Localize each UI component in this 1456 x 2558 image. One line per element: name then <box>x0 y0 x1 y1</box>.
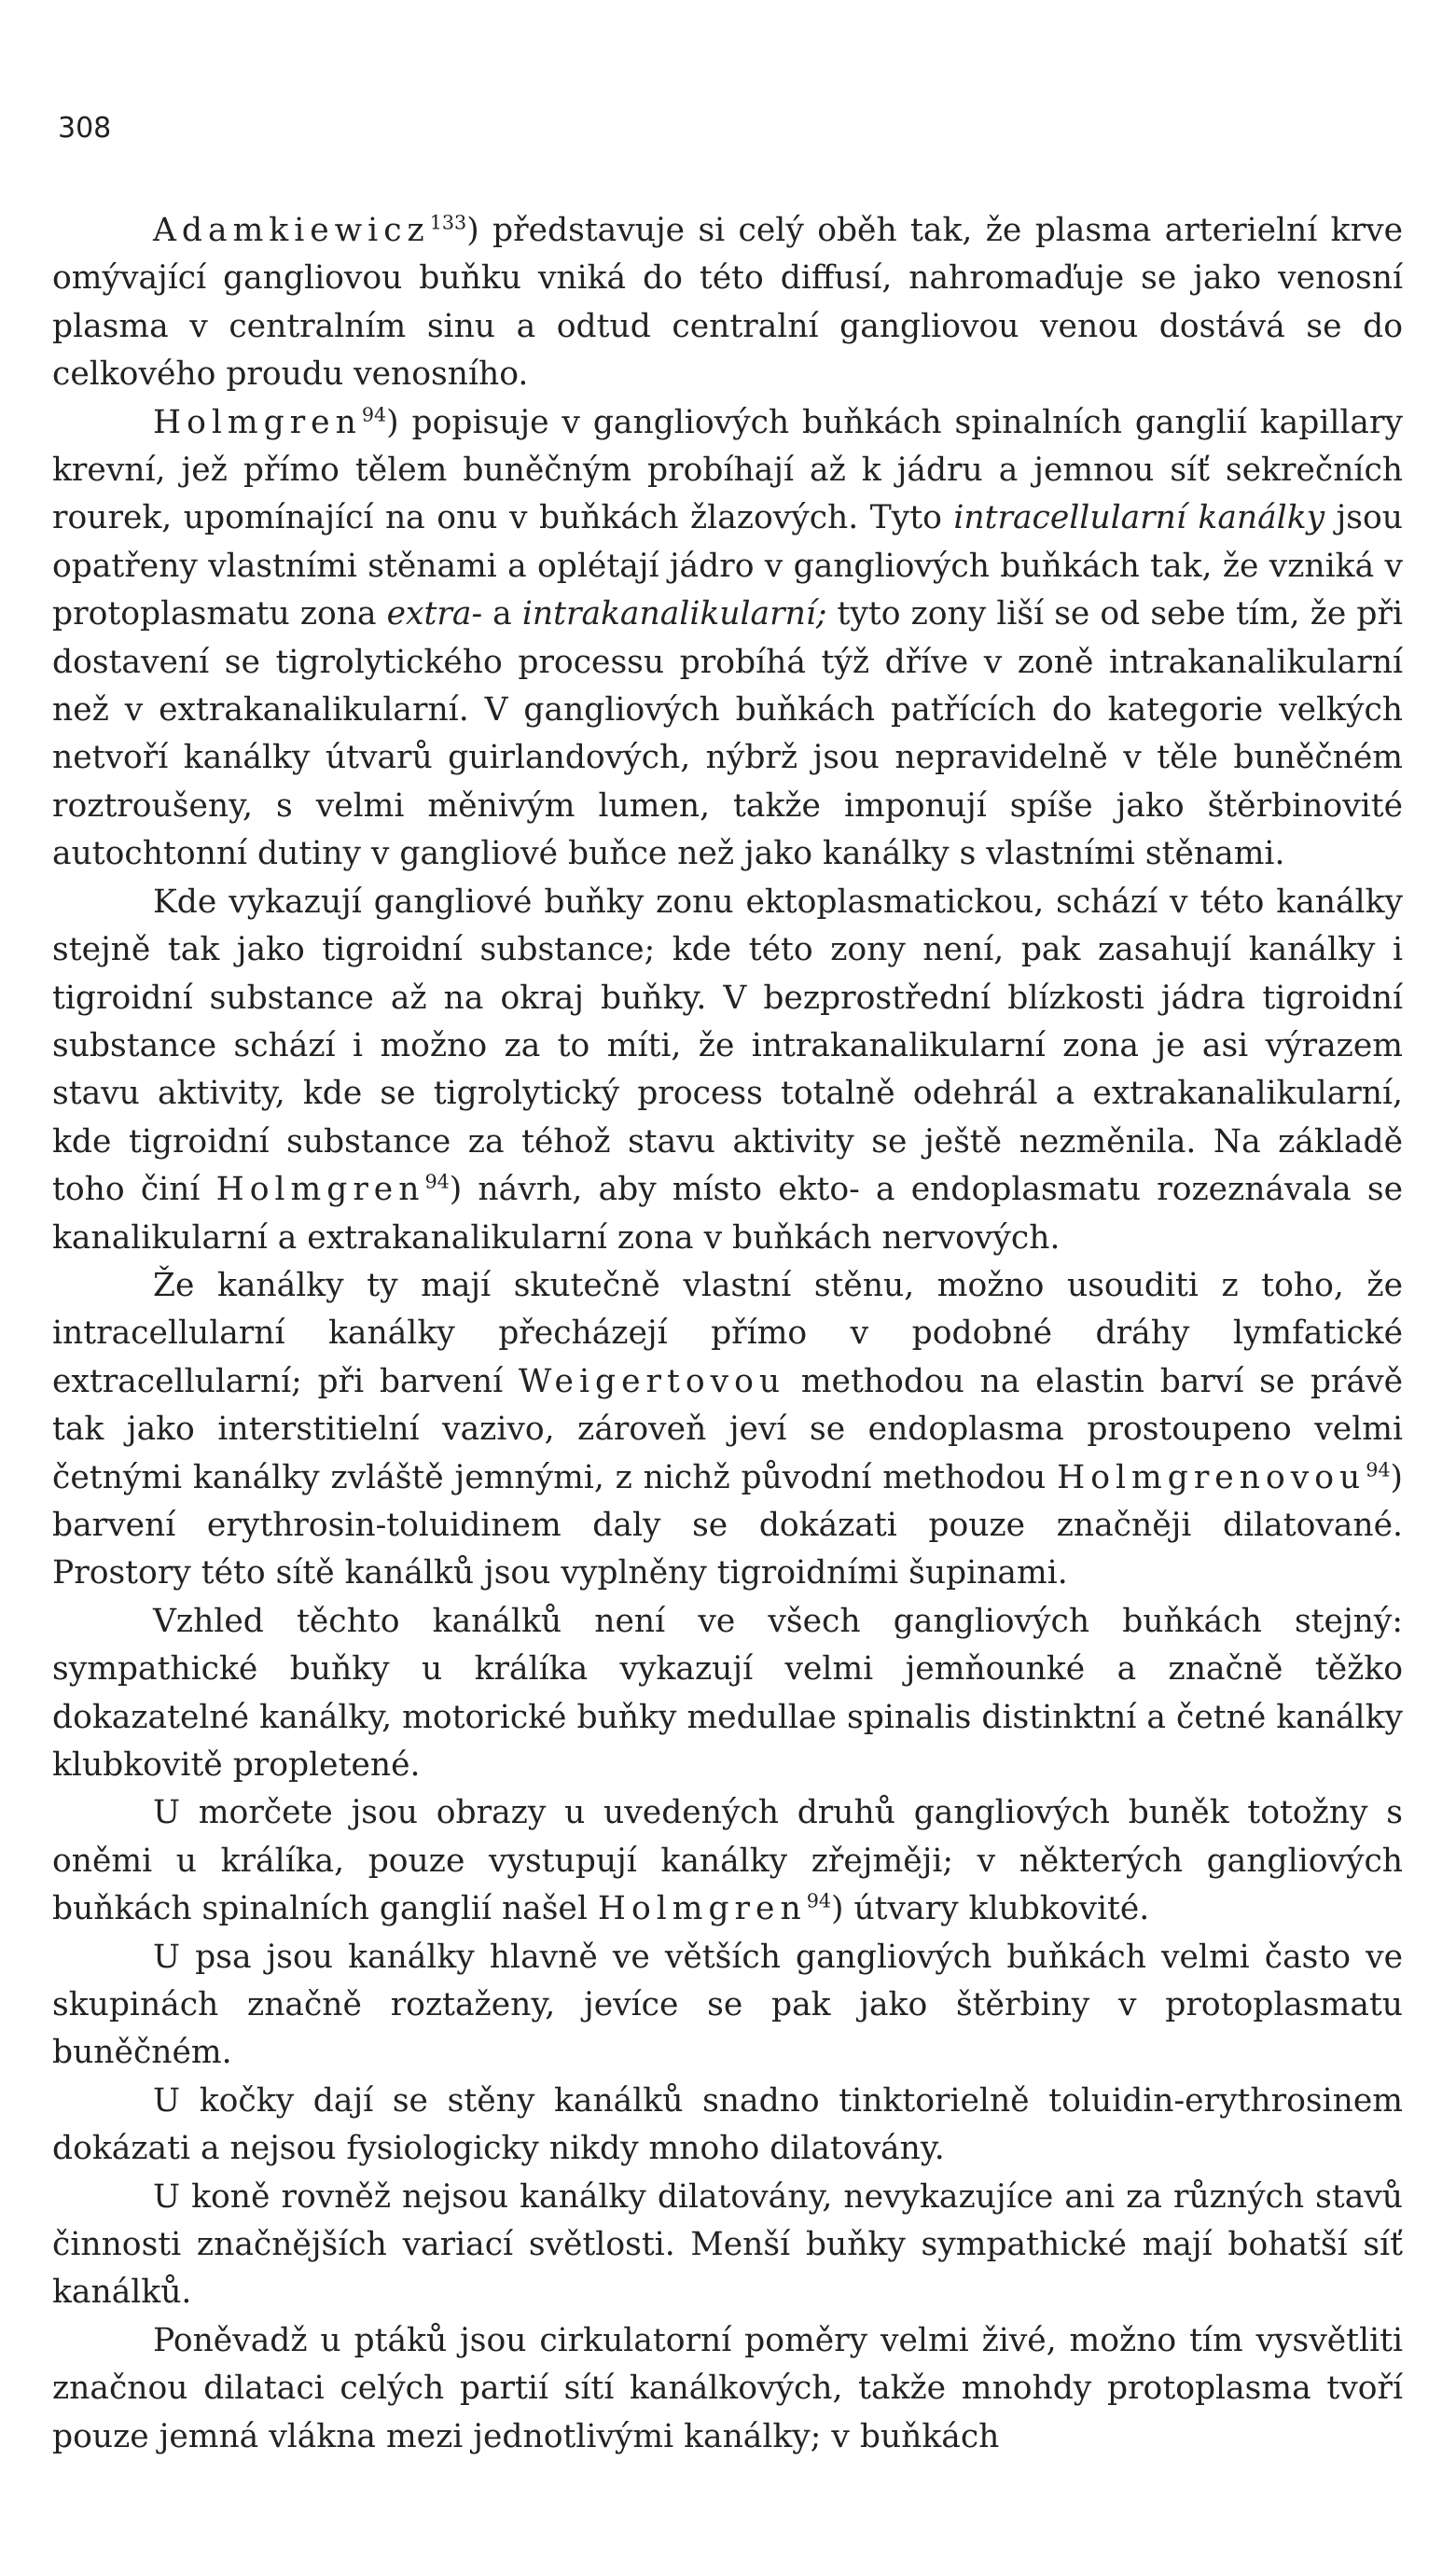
text-run: tyto zony liší se od sebe tím, že při dostavení se tigrolytického processu probíhá týž dříve v zoně intrakanalikularní než v extrakanalikularní. V gangliových buňkách patřících do kategorie velkých netvoří kanálky útvarů guirlandových, nýbrž jsou nepravidelně v těle buněčném roztroušeny, s velmi měnivým lumen, takže imponují spíše jako štěrbinovité autochtonní dutiny v gangliové buňce než jako kanálky s vlastními stěnami. <box>52 595 1403 873</box>
paragraph <box>52 879 1403 1262</box>
author-name: Holmgren <box>597 1890 807 1928</box>
reference-number: 94 <box>806 1889 832 1912</box>
italic-term: intrakanalikularní; <box>521 595 827 633</box>
text-run: U psa jsou kanálky hlavně ve větších gangliových buňkách velmi často ve skupinách značně roztaženy, jevíce se pak jako štěrbiny v protoplasmatu buněčném. <box>52 1938 1403 2072</box>
text-run: U kočky dají se stěny kanálků snadno tinktorielně toluidin-erythrosinem dokázati a nejsou fysiologicky nikdy mnoho dilatovány. <box>52 2081 1403 2168</box>
paragraph <box>52 2317 1403 2461</box>
paragraph <box>52 2174 1403 2317</box>
text-run: ) popisuje v gangliových buňkách spinalních ganglií kapillary krevní, jež přímo tělem buněčným probíhají až k jádru a jemnou síť sekrečních rourek, upomínající na onu v buňkách žlazových. Tyto <box>52 403 1403 537</box>
text-run: U morčete jsou obrazy u uvedených druhů gangliových buněk totožny s oněmi u králíka, pouze vystupují kanálky zřejměji; v některých gangliových buňkách spinalních ganglií našel <box>52 1794 1403 1928</box>
author-name: Holmgren <box>153 403 362 441</box>
text-run: ) představuje si celý oběh tak, že plasma arterielní krve omývající gangliovou buňku vniká do této diffusí, nahromaďuje se jako venosní plasma v centralním sinu a odtud centralní gangliovou venou dostává se do celkového proudu venosního. <box>52 212 1403 394</box>
text-run: Že kanálky ty mají skutečně vlastní stěnu, možno usouditi z toho, že intracellularní kanálky přecházejí přímo v podobné dráhy lymfatické extracellularní; při barvení <box>52 1266 1403 1400</box>
text-run: Vzhled těchto kanálků není ve všech gangliových buňkách stejný: sympathické buňky u králíka vykazují velmi jemňounké a značně těžko dokazatelné kanálky, motorické buňky medullae spinalis distinktní a četné kanálky klubkovitě propletené. <box>52 1602 1403 1784</box>
paragraph <box>52 399 1403 879</box>
italic-term: extra- <box>386 595 483 633</box>
paragraph <box>52 1262 1403 1598</box>
paragraph <box>52 1934 1403 2078</box>
author-name: Holmgren <box>215 1171 425 1209</box>
text-run: ) útvary klubkovité. <box>831 1890 1150 1928</box>
author-name: Adamkiewicz <box>153 212 430 249</box>
paragraph <box>52 2078 1403 2174</box>
text-run: Kde vykazují gangliové buňky zonu ektoplasmatickou, schází v této kanálky stejně tak jako tigroidní substance; kde této zony není, pak zasahují kanálky i tigroidní substance až na okraj buňky. V bezprostřední blízkosti jádra tigroidní substance schází i možno za to míti, že intrakanalikularní zona je asi výrazem stavu aktivity, kde se tigrolytický process totalně odehrál a extrakanalikularní, kde tigroidní substance za téhož stavu aktivity se ještě nezměnila. Na základě toho činí <box>52 883 1403 1209</box>
reference-number: 94 <box>424 1170 450 1193</box>
text-run: jsou opatřeny vlastními stěnami a oplétají jádro v gangliových buňkách tak, že vzniká v protoplasmatu zona <box>52 499 1404 633</box>
text-run: Poněvadž u ptáků jsou cirkulatorní poměry velmi živé, možno tím vysvětliti značnou dilataci celých partií sítí kanálkových, takže mnohdy protoplasma tvoří pouze jemná vlákna mezi jednotlivými kanálky; v buňkách <box>52 2321 1403 2455</box>
reference-number: 94 <box>1366 1458 1391 1481</box>
reference-number: 94 <box>361 403 387 426</box>
paragraph <box>52 207 1403 399</box>
author-name: Holmgrenovou <box>1057 1458 1366 1496</box>
text-run: ) barvení erythrosin-toluidinem daly se dokázati pouze značněji dilatované. Prostory této sítě kanálků jsou vyplněny tigroidními šupinami. <box>52 1458 1403 1592</box>
paragraph <box>52 1789 1403 1933</box>
text-run: ) návrh, aby místo ekto- a endoplasmatu rozeznávala se kanalikularní a extrakanalikularní zona v buňkách nervových. <box>52 1171 1403 1257</box>
reference-number: 133 <box>429 211 467 234</box>
author-name: Weigertovou <box>518 1362 786 1400</box>
text-run: U koně rovněž nejsou kanálky dilatovány, nevykazujíce ani za různých stavů činnosti značnějších variací světlosti. Menší buňky sympathické mají bohatší síť kanálků. <box>52 2177 1403 2312</box>
text-run: a <box>482 595 522 633</box>
text-run: methodou na elastin barví se právě tak jako interstitielní vazivo, zároveň jeví se endoplasma prostoupeno velmi četnými kanálky zvláště jemnými, z nichž původní methodou <box>52 1362 1403 1496</box>
page-number: 308 <box>58 112 112 145</box>
text-body <box>52 207 1403 2461</box>
paragraph <box>52 1598 1403 1790</box>
italic-term: intracellularní kanálky <box>953 499 1325 537</box>
